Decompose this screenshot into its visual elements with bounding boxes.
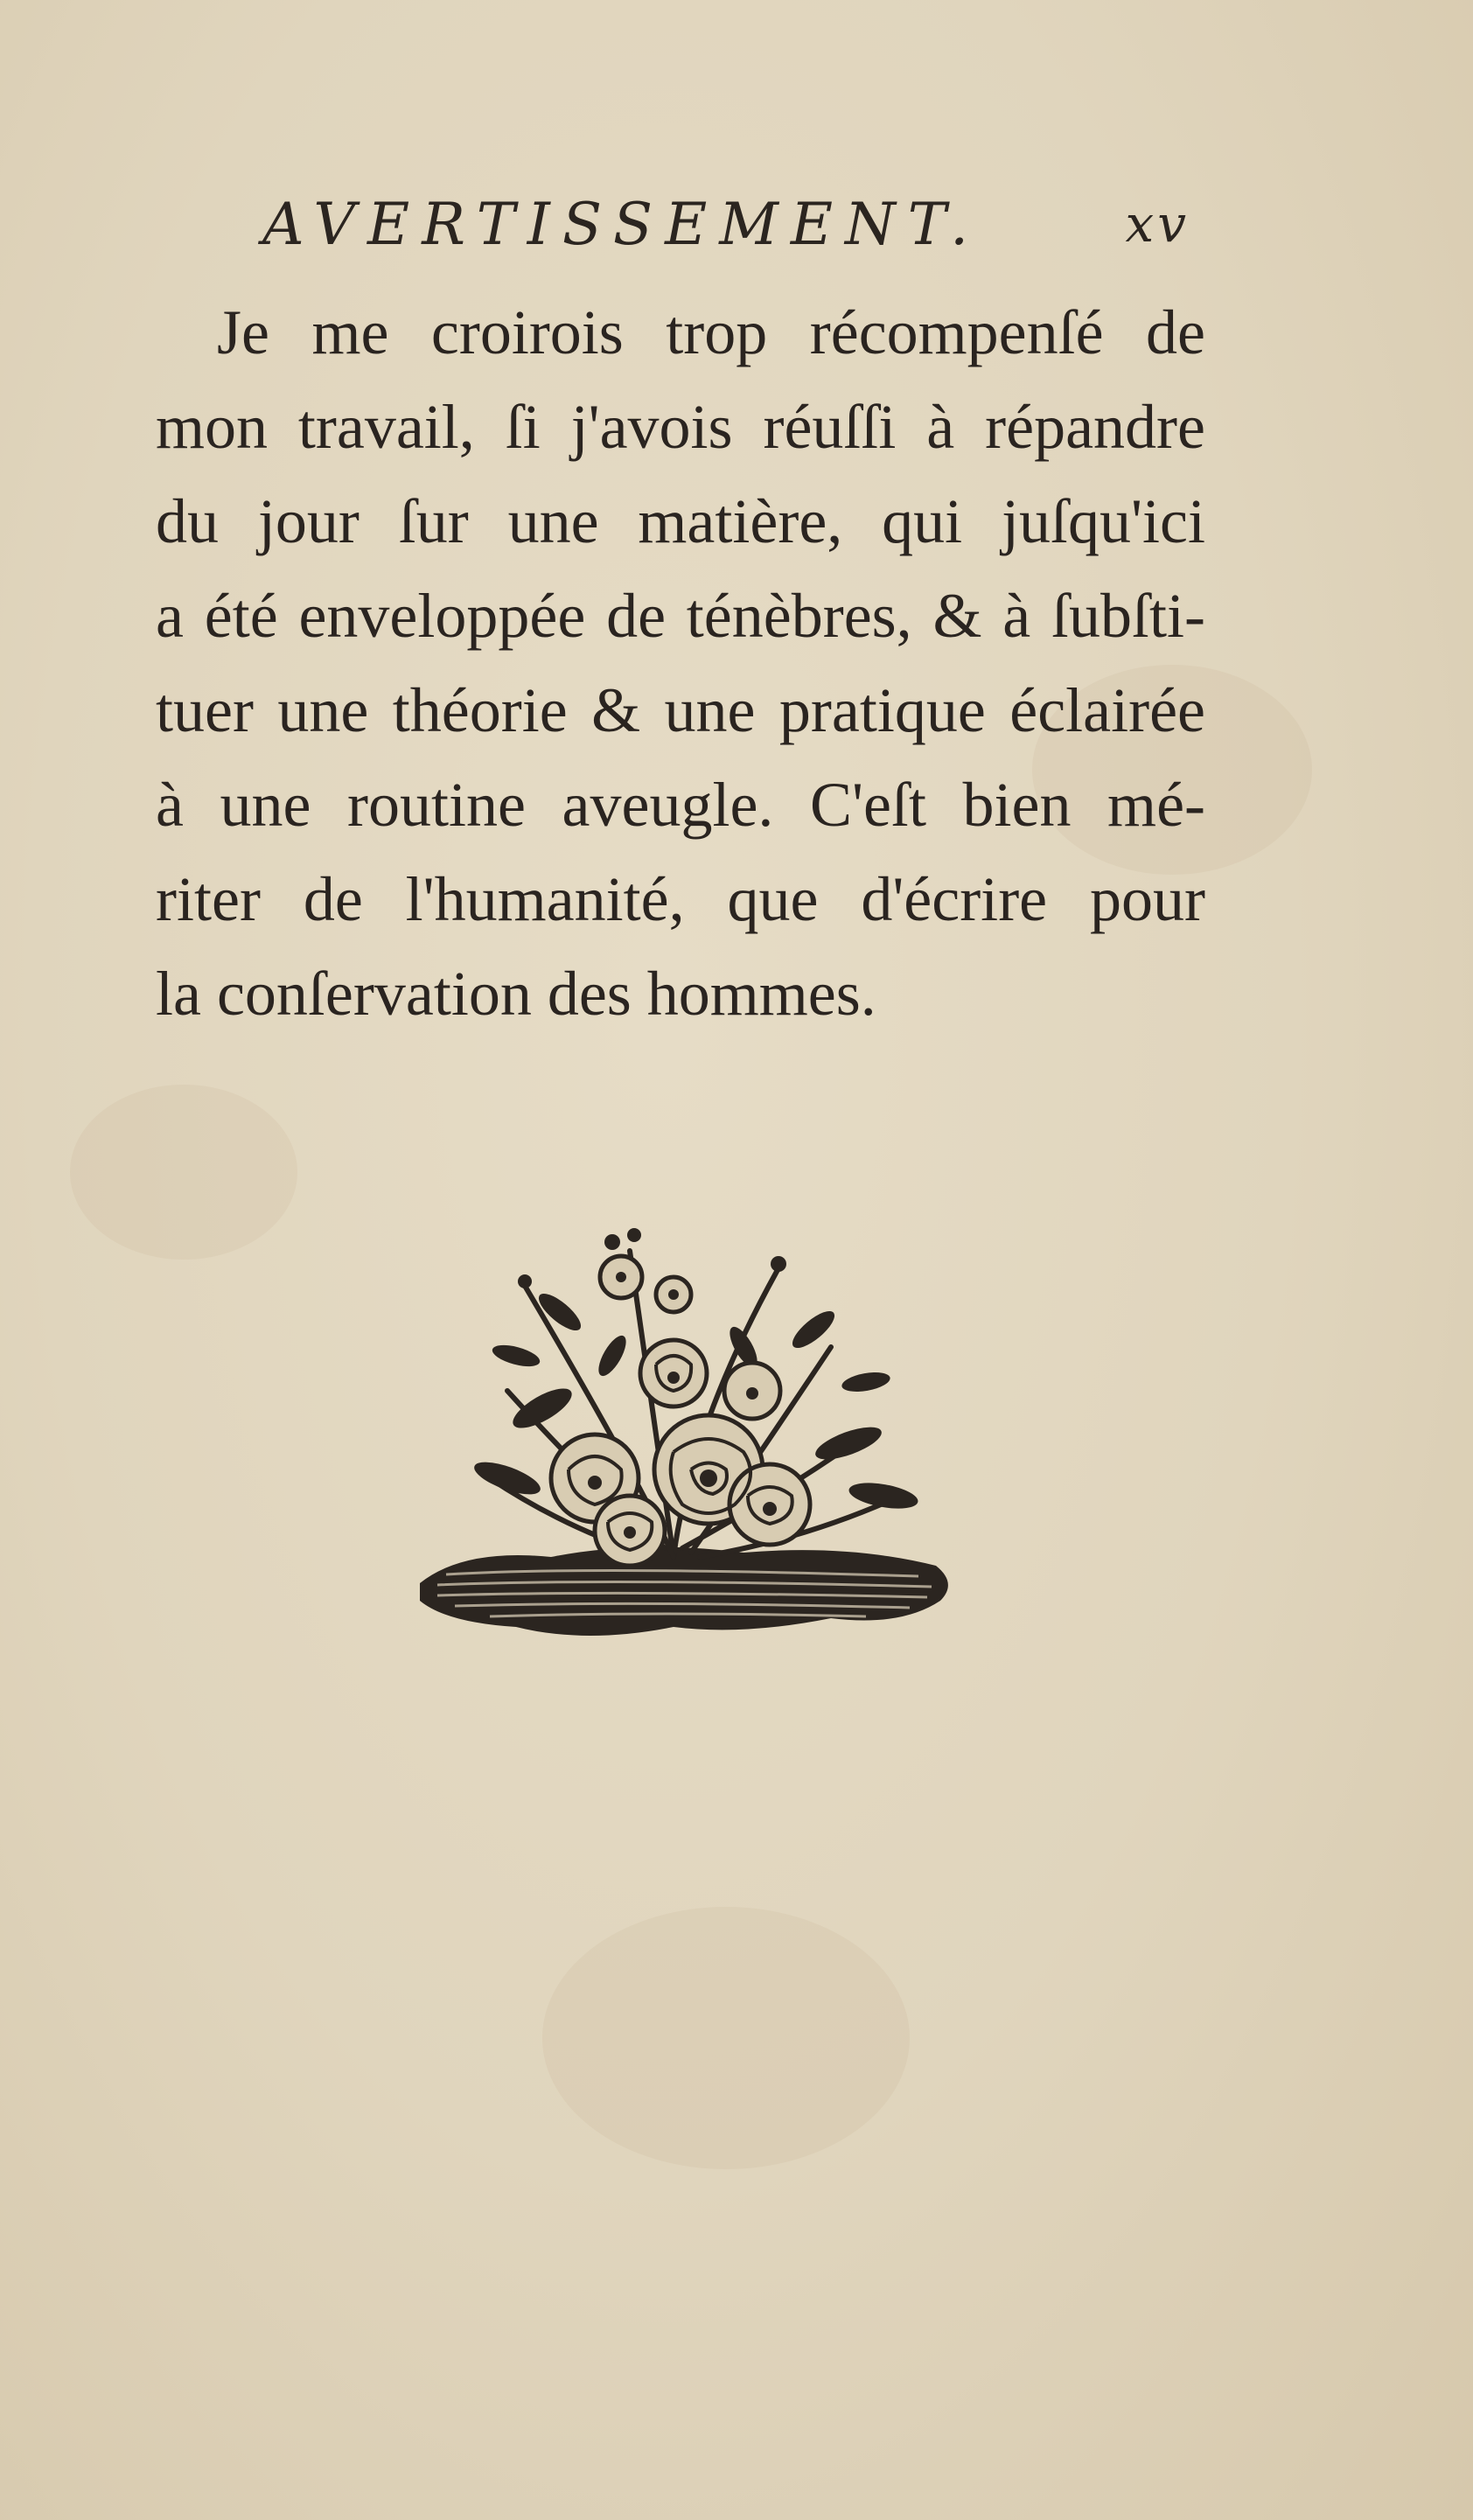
text-line: la conſervation des hommes.	[156, 959, 876, 1029]
text-line: riter de l'humanité, que d'écrire pour	[156, 864, 1205, 934]
body-paragraph	[156, 285, 1205, 1041]
paper-stain	[542, 1907, 910, 2169]
running-head	[262, 191, 1190, 261]
text-line: tuer une théorie & une pratique éclairée	[156, 675, 1205, 745]
paper-stain	[70, 1085, 297, 1260]
running-head-title: AVERTISSEMENT.	[262, 191, 981, 258]
page-number: xv	[1125, 194, 1190, 254]
text-line: a été enveloppée de ténèbres, & à ſubſti-	[156, 581, 1205, 651]
flower-bouquet-woodcut-icon	[411, 1216, 962, 1688]
text-line: du jour ſur une matière, qui juſqu'ici	[156, 486, 1205, 556]
text-line: mon travail, ſi j'avois réuſſi à répandre	[156, 392, 1205, 462]
text-line: à une routine aveugle. C'eſt bien mé-	[156, 770, 1205, 840]
text-line: Je me croirois trop récompenſé de	[217, 297, 1205, 367]
